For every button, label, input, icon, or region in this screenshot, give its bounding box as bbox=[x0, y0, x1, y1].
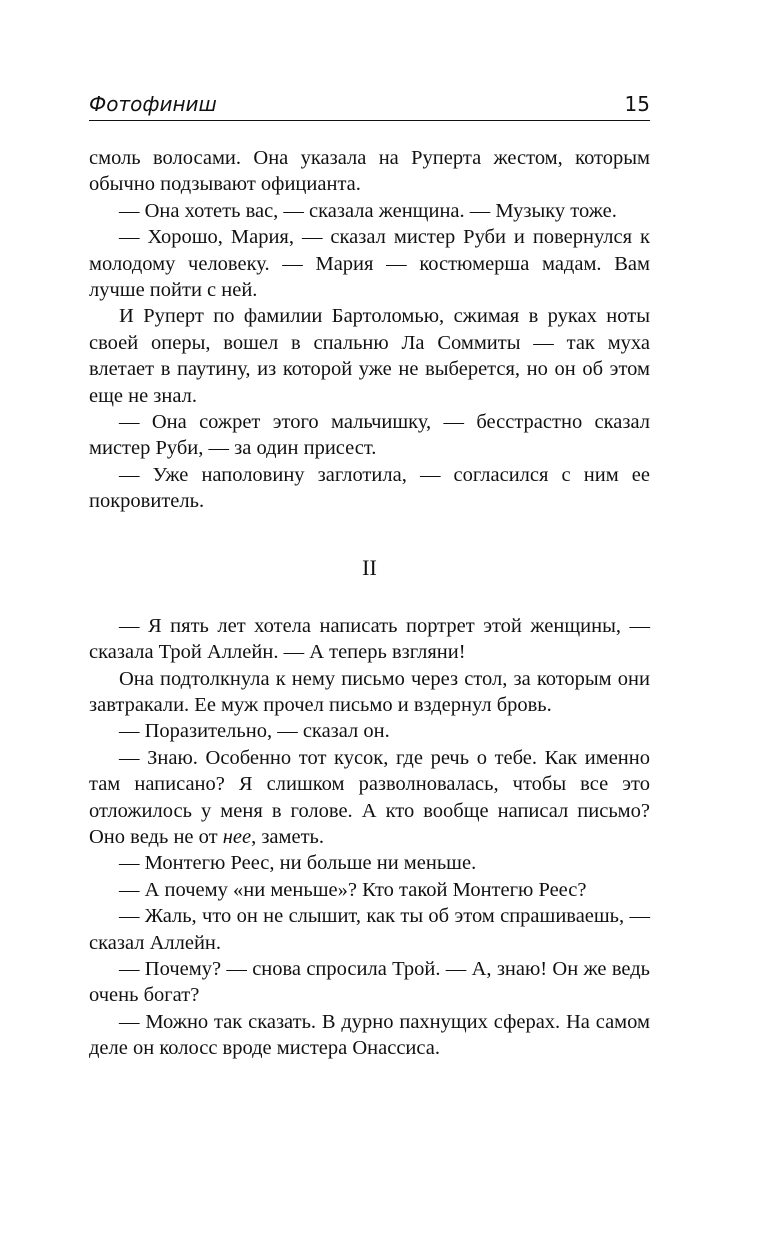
paragraph: — Жаль, что он не слышит, как ты об этом спрашиваешь, — сказал Аллейн. bbox=[89, 905, 650, 954]
paragraph: — Монтегю Реес, ни больше ни меньше. bbox=[119, 852, 477, 875]
paragraph: — А почему «ни меньше»? Кто такой Монтегю Реес? bbox=[119, 878, 587, 901]
paragraph-text: — Знаю. Особенно тот кусок, где речь о тебе. Как именно там написано? Я слишком разволновалась, чтобы все это отложилось у меня в голове. А кто вообще написал письмо? Оно ведь не от bbox=[89, 746, 650, 848]
running-header bbox=[89, 86, 650, 121]
chapter-heading: II bbox=[362, 554, 377, 580]
paragraph: — Поразительно, — сказал он. bbox=[119, 720, 390, 743]
paragraph: — Она сожрет этого мальчишку, — бесстрастно сказал мистер Руби, — за один присест. bbox=[89, 411, 650, 460]
emphasis-text: нее bbox=[222, 825, 252, 848]
paragraph: — Она хотеть вас, — сказала женщина. — Музыку тоже. bbox=[119, 199, 617, 222]
paragraph bbox=[89, 745, 650, 851]
page-number: 15 bbox=[624, 92, 650, 116]
paragraph: — Я пять лет хотела написать портрет этой женщины, — сказала Трой Аллейн. — А теперь взгляни! bbox=[89, 614, 650, 664]
paragraph: смоль волосами. Она указала на Руперта жестом, которым обычно подзывают официанта. bbox=[89, 147, 650, 196]
paragraph: Она подтолкнула к нему письмо через стол, за которым они завтракали. Ее муж прочел письмо и вздернул бровь. bbox=[89, 667, 650, 716]
paragraph: — Хорошо, Мария, — сказал мистер Руби и повернулся к молодому человеку. — Мария — костюмерша мадам. Вам лучше пойти с ней. bbox=[89, 226, 650, 302]
paragraph: И Руперт по фамилии Бартоломью, сжимая в руках ноты своей оперы, вошел в спальню Ла Соммиты — так муха влетает в паутину, из которой уже не выберется, но он об этом еще не знал. bbox=[89, 305, 650, 407]
book-title: Фотофиниш bbox=[89, 92, 217, 116]
paragraph: — Уже наполовину заглотила, — согласился с ним ее покровитель. bbox=[89, 463, 650, 513]
body-text bbox=[89, 145, 650, 1062]
paragraph-text: , заметь. bbox=[251, 825, 325, 848]
paragraph: — Можно так сказать. В дурно пахнущих сферах. На самом деле он колосс вроде мистера Онассиса. bbox=[89, 1010, 650, 1060]
paragraph: — Почему? — снова спросила Трой. — А, знаю! Он же ведь очень богат? bbox=[89, 957, 650, 1007]
book-page bbox=[89, 86, 650, 1062]
